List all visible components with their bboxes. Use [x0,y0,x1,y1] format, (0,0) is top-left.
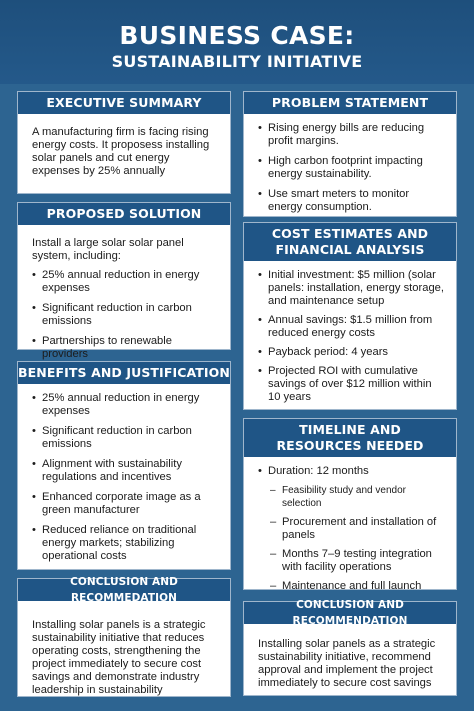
list-item: • 25% annual reduction in energy expenses [32,269,220,295]
conclusion-left-text: Installing solar panels is a strategic sustainability initiative that reduces operating costs, strengthening the project immediately to secure cost savings and demonstrate industry leadership in sustainability [32,619,206,696]
list-item: • Rising energy bills are reducing profit margins. [258,122,446,148]
list-item: • Projected ROI with cumulative savings of over $12 million within 10 years [258,365,446,404]
benefits-list [32,392,220,563]
conclusion-left-panel [17,578,231,697]
list-item: • High carbon footprint impacting energy sustainability. [258,155,446,181]
list-item: • Enhanced corporate image as a green manufacturer [32,491,220,517]
list-item: • Significant reduction in carbon emissions [32,302,220,328]
cost-estimates-panel [243,222,457,410]
cost-estimates-list [258,269,446,404]
list-item: – Months 7–9 testing integration with facility operations [258,548,446,574]
proposed-solution-list [32,269,220,361]
conclusion-right-title: CONCLUSION AND RECOMMENDATION [244,602,456,624]
timeline-duration: • Duration: 12 months [258,465,446,478]
list-item: • Annual savings: $1.5 million from reduced energy costs [258,314,446,340]
page-subtitle: SUSTAINABILITY INITIATIVE [111,52,363,71]
executive-summary-text: A manufacturing firm is facing rising energy costs. It proposess installing solar panels and cut energy expenses by 25% annually [32,126,210,177]
cost-estimates-title-line1: COST ESTIMATES AND [271,226,429,241]
list-item: • Payback period: 4 years [258,346,446,359]
problem-statement-list [258,122,446,214]
timeline-title [244,419,456,457]
page-title: BUSINESS CASE: [119,21,355,50]
problem-statement-panel [243,91,457,217]
list-item: • 25% annual reduction in energy expenses [32,392,220,418]
executive-summary-panel [17,91,231,194]
benefits-panel [17,361,231,570]
list-item: – Maintenance and full launch [258,580,446,593]
timeline-title-line1: TIMELINE AND [299,422,401,437]
timeline-title-line2: RESOURCES NEEDED [276,438,424,453]
list-item: • Use smart meters to monitor energy consumption. [258,188,446,214]
list-item: • Partnerships to renewable providers [32,335,220,361]
cost-estimates-title [244,223,456,261]
proposed-solution-intro: Install a large solar solar panel system, including: [32,237,184,262]
cost-estimates-title-line2: FINANCIAL ANALYSIS [275,242,425,257]
executive-summary-title: EXECUTIVE SUMMARY [18,92,230,114]
timeline-list [258,465,446,593]
list-item: • Alignment with sustainability regulations and incentives [32,458,220,484]
conclusion-right-text: Installing solar panels as a strategic sustainability initiative, recommend approval and implement the project immediately to secure cost savings [258,638,436,689]
timeline-panel [243,418,457,590]
list-item: – Procurement and installation of panels [258,516,446,542]
list-item: • Significant reduction in carbon emissions [32,425,220,451]
proposed-solution-panel [17,202,231,360]
list-item: • Reduced reliance on traditional energy markets; stabilizing operational costs [32,524,220,563]
proposed-solution-title: PROPOSED SOLUTION [18,203,230,225]
benefits-title: BENEFITS AND JUSTIFICATION [18,362,230,384]
conclusion-right-panel [243,601,457,696]
list-item: • Initial investment: $5 million (solar panels: installation, energy storage, and maintenance setup [258,269,446,308]
list-item: – Feasibility study and vendor selection [258,484,446,510]
conclusion-left-title: CONCLUSION AND RECOMMEDATION [18,579,230,601]
page-header [0,0,474,84]
problem-statement-title: PROBLEM STATEMENT [244,92,456,114]
